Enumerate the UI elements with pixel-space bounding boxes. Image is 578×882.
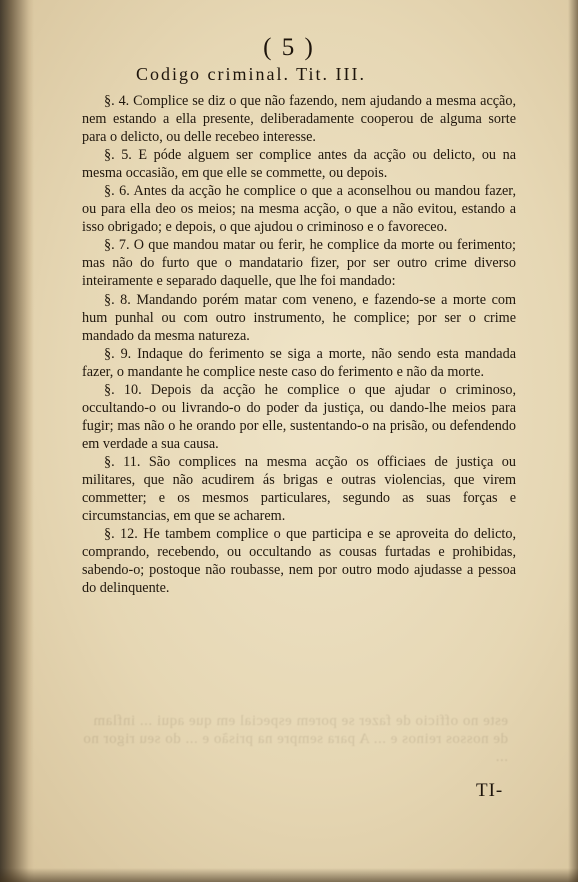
- paragraph-6: §. 6. Antes da acção he complice o que a aconselhou ou mandou fazer, ou para ella deo os meios; na mesma acção, o que a não evitou, estando a isso obrigado; e depois, o que ajudou o criminoso e o favoreceo.: [82, 183, 516, 236]
- paragraph-4: §. 4. Complice se diz o que não fazendo, nem ajudando a mesma acção, nem estando a ella presente, deliberadamente cooperou de alguma sorte para o delicto, ou delle recebeo interesse.: [82, 93, 516, 146]
- paragraph-12: §. 12. He tambem complice o que participa e se aproveita do delicto, comprando, recebendo, ou occultando as cousas furtadas e prohibidas, sabendo-o; postoque não roubasse, nem por outro modo ajudasse a pessoa do delinquente.: [82, 526, 516, 597]
- paragraph-8: §. 8. Mandando porém matar com veneno, e fazendo-se a morte com hum punhal ou com outro instrumento, he complice; por ser o crime mandado da mesma natureza.: [82, 291, 516, 344]
- show-through-text: este no officio de fazer se porem especial em que aqui ... inflam de nossos reinos e ... A para sempre na prisão e ... do seu rigor no ...: [82, 713, 508, 765]
- running-header: Codigo criminal. Tit. III.: [136, 64, 367, 84]
- paragraph-5: §. 5. E póde alguem ser complice antes da acção ou delicto, ou na mesma occasião, em que elle se commette, ou depois.: [82, 147, 516, 182]
- paragraph-7: §. 7. O que mandou matar ou ferir, he complice da morte ou ferimento; mas não do furto que o mandatario fizer, por ser outro crime diverso inteiramente e separado daquelle, que lhe foi mandado:: [82, 237, 516, 290]
- paragraph-9: §. 9. Indaque do ferimento se siga a morte, não sendo esta mandada fazer, o mandante he complice neste caso do ferimento e não da morte.: [82, 345, 516, 380]
- page-number: ( 5 ): [263, 34, 315, 61]
- page-edge-bottom: [0, 868, 578, 882]
- paragraph-11: §. 11. São complices na mesma acção os officiaes de justiça ou militares, que não acudirem ás brigas e outras violencias, que virem commetter; e os mesmos particulares, segundo as suas forças e circumstancias, em que se acharem.: [82, 453, 516, 525]
- body-text: [82, 92, 516, 597]
- catchword: TI-: [476, 780, 504, 801]
- page-gutter-shadow: [0, 0, 34, 882]
- page-edge-right: [568, 0, 578, 882]
- paragraph-10: §. 10. Depois da acção he complice o que ajudar o criminoso, occultando-o ou livrando-o do poder da justiça, ou dando-lhe meios para fugir; mas não o he orando por elle, sustentando-o na prisão, ou defendendo em verdade a sua causa.: [82, 381, 516, 452]
